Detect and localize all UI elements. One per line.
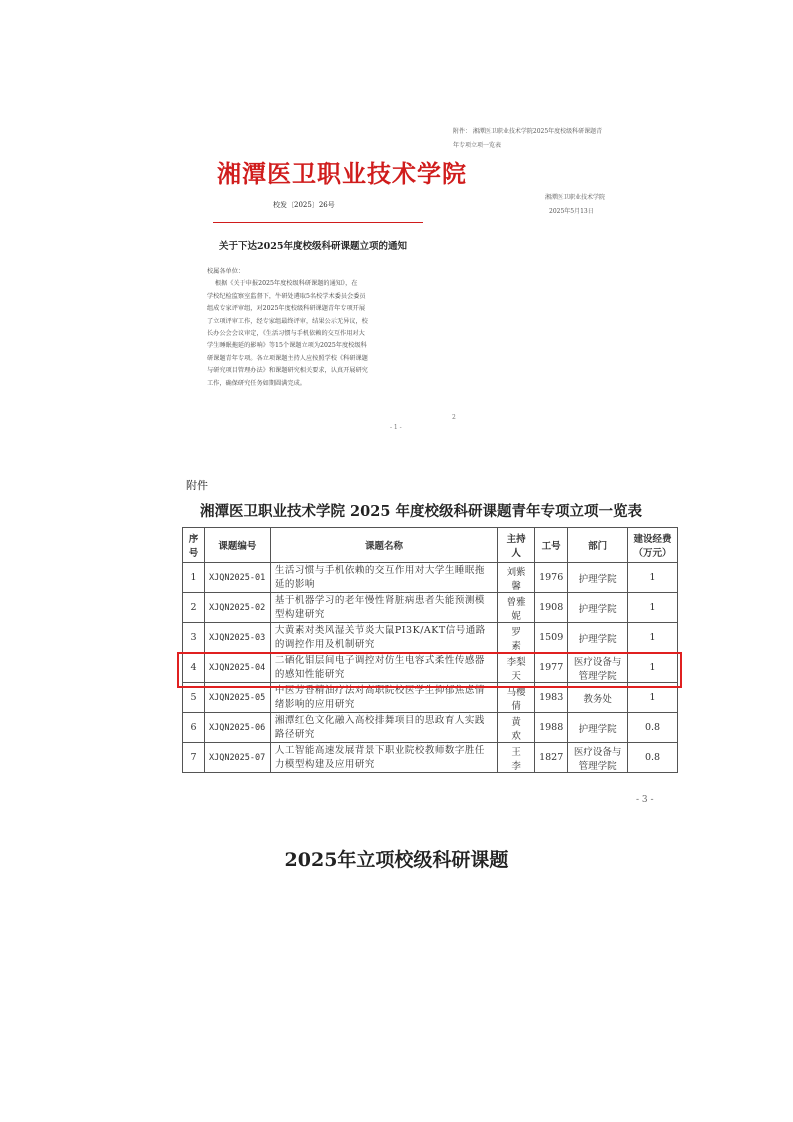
header-staff-id: 工号 bbox=[535, 528, 568, 563]
cell-staff-id: 1988 bbox=[535, 713, 568, 743]
cell-code: XJQN2025-07 bbox=[204, 743, 270, 773]
cell-seq: 3 bbox=[183, 623, 205, 653]
notice-title: 关于下达2025年度校级科研课题立项的通知 bbox=[219, 241, 407, 252]
cell-funding: 1 bbox=[628, 623, 678, 653]
cell-name: 大黄素对类风湿关节炎大鼠PI3K/AKT信号通路的调控作用及机制研究 bbox=[270, 623, 497, 653]
table-row bbox=[183, 743, 678, 773]
cell-name: 人工智能高速发展背景下职业院校教师数字胜任力模型构建及应用研究 bbox=[270, 743, 497, 773]
red-divider bbox=[213, 222, 423, 223]
cell-dept: 教务处 bbox=[568, 683, 628, 713]
table-row bbox=[183, 623, 678, 653]
cell-name: 生活习惯与手机依赖的交互作用对大学生睡眠拖延的影响 bbox=[270, 563, 497, 593]
issuer: 湘潭医卫职业技术学院 bbox=[545, 194, 606, 201]
attachment-label: 附件 bbox=[186, 479, 208, 492]
row-4-highlight-box bbox=[177, 652, 682, 688]
institution-title: 湘潭医卫职业技术学院 bbox=[217, 159, 467, 188]
cell-host: 马樱倩 bbox=[498, 683, 535, 713]
cell-funding: 0.8 bbox=[628, 713, 678, 743]
header-host: 主持人 bbox=[498, 528, 535, 563]
issue-date: 2025年5月13日 bbox=[549, 208, 594, 215]
table-row bbox=[183, 713, 678, 743]
page-number: - 1 - bbox=[390, 424, 402, 431]
attachment-note: 附件： 湘潭医卫职业技术学院2025年度校级科研课题青 年专项立项一览表 bbox=[453, 128, 603, 149]
cell-dept: 护理学院 bbox=[568, 593, 628, 623]
table-header-row bbox=[183, 528, 678, 563]
cell-staff-id: 1908 bbox=[535, 593, 568, 623]
cell-name: 中医芳香精油疗法对高职院校医学生抑郁焦虑情绪影响的应用研究 bbox=[270, 683, 497, 713]
cell-dept: 护理学院 bbox=[568, 713, 628, 743]
cell-name: 基于机器学习的老年慢性肾脏病患者失能预测模型构建研究 bbox=[270, 593, 497, 623]
cell-funding: 0.8 bbox=[628, 743, 678, 773]
cell-name: 湘潭红色文化融入高校排舞项目的思政育人实践路径研究 bbox=[270, 713, 497, 743]
cell-seq: 4 bbox=[183, 653, 205, 683]
cell-code: XJQN2025-02 bbox=[204, 593, 270, 623]
cell-host: 罗 素 bbox=[498, 623, 535, 653]
cell-funding: 1 bbox=[628, 563, 678, 593]
cell-staff-id: 1827 bbox=[535, 743, 568, 773]
cell-staff-id: 1976 bbox=[535, 563, 568, 593]
header-name: 课题名称 bbox=[270, 528, 497, 563]
header-funding: 建设经费（万元） bbox=[628, 528, 678, 563]
cell-name: 二硒化钼层间电子调控对仿生电容式柔性传感器的感知性能研究 bbox=[270, 653, 497, 683]
cell-staff-id: 1977 bbox=[535, 653, 568, 683]
cell-code: XJQN2025-03 bbox=[204, 623, 270, 653]
cell-code: XJQN2025-05 bbox=[204, 683, 270, 713]
cell-host: 李梨天 bbox=[498, 653, 535, 683]
header-code: 课题编号 bbox=[204, 528, 270, 563]
cell-funding: 1 bbox=[628, 653, 678, 683]
header-seq: 序号 bbox=[183, 528, 205, 563]
cell-seq: 6 bbox=[183, 713, 205, 743]
cell-seq: 1 bbox=[183, 563, 205, 593]
cell-funding: 1 bbox=[628, 683, 678, 713]
cell-dept: 医疗设备与管理学院 bbox=[568, 743, 628, 773]
cell-dept: 医疗设备与管理学院 bbox=[568, 653, 628, 683]
cell-seq: 7 bbox=[183, 743, 205, 773]
cell-funding: 1 bbox=[628, 593, 678, 623]
cell-code: XJQN2025-04 bbox=[204, 653, 270, 683]
cell-code: XJQN2025-06 bbox=[204, 713, 270, 743]
table-row bbox=[183, 563, 678, 593]
page-number: 2 bbox=[452, 414, 456, 421]
cell-dept: 护理学院 bbox=[568, 563, 628, 593]
table-title: 湘潭医卫职业技术学院 2025 年度校级科研课题青年专项立项一览表 bbox=[200, 503, 642, 520]
cell-host: 刘紫馨 bbox=[498, 563, 535, 593]
cell-staff-id: 1983 bbox=[535, 683, 568, 713]
cell-staff-id: 1509 bbox=[535, 623, 568, 653]
notice-body: 校属各单位： 根据《关于申报2025年度校级科研课题的通知》，在 学校纪检监察室监督下，牛研处遴取5名校学术委员会委员 组成专家评审组，对2025年度校级科研课题青年专项开展 了立项评审工作，经专家组最终评审，结果公示无异议，校 长办公会会议审定，《生活习惯与手机依赖的交互作用对大 学生睡眠拖延的影响》等15个课题立项为2025年度校级科 研课题青年专项。各立项课题主持人应按照学校《科研课题 与研究项目管理办法》和课题研究相关要求，认真开展研究 工作，确保研究任务如期圆满完成。 bbox=[207, 268, 368, 387]
cell-seq: 2 bbox=[183, 593, 205, 623]
cell-dept: 护理学院 bbox=[568, 623, 628, 653]
document-number: 校发〔2025〕26号 bbox=[273, 201, 335, 209]
cell-host: 黄 欢 bbox=[498, 713, 535, 743]
project-table bbox=[182, 527, 678, 773]
cell-host: 王 李 bbox=[498, 743, 535, 773]
table-row bbox=[183, 593, 678, 623]
cell-seq: 5 bbox=[183, 683, 205, 713]
cell-host: 曾雅妮 bbox=[498, 593, 535, 623]
notice-scan-image bbox=[205, 122, 655, 442]
page-number: - 3 - bbox=[636, 795, 654, 805]
cell-code: XJQN2025-01 bbox=[204, 563, 270, 593]
header-dept: 部门 bbox=[568, 528, 628, 563]
bottom-title: 2025年立项校级科研课题 bbox=[284, 849, 509, 871]
